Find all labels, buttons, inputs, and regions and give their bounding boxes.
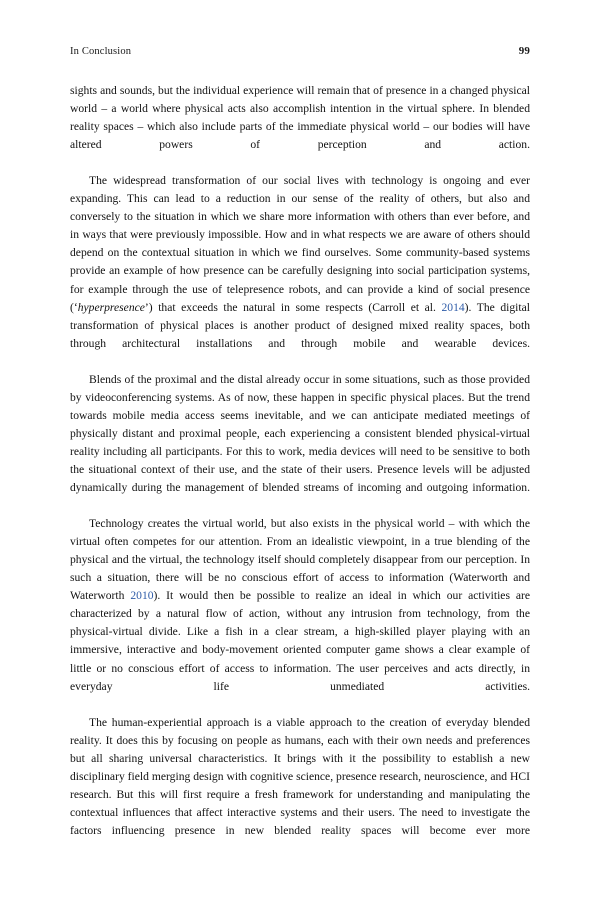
running-head bbox=[70, 45, 530, 61]
page-number: 99 bbox=[518, 45, 530, 57]
emphasized-term: hyperpresence bbox=[77, 300, 145, 314]
text-run: ). The digital transformation of physical places is another product of designed mixed reality spaces, both through architectural installations and through mobile and wearable devices. bbox=[70, 300, 530, 350]
body-paragraph bbox=[70, 172, 530, 371]
running-head-chapter-title: In Conclusion bbox=[70, 46, 132, 57]
text-run: Blends of the proximal and the distal already occur in some situations, such as those provided by videoconferencing systems. As of now, these happen in specific physical places. But the trend towards mobile media access seems inevitable, and we can anticipate mediated meetings of physically distant and proximal people, each experiencing a consistent blended physical-virtual reality including all participants. For this to work, media devices will need to be sensitive to both the situational context of their use, and the state of their users. Presence levels will be adjusted dynamically during the management of blended streams of incoming and outgoing information. bbox=[70, 372, 530, 495]
text-run: Technology creates the virtual world, but also exists in the physical world – with which the virtual often competes for our attention. From an idealistic viewpoint, in a true blending of the physical and the virtual, the technology itself should completely disappear from our perception. In such a situation, there will be no conscious effort of access to information (Waterworth and Waterworth bbox=[70, 517, 530, 603]
body-paragraph bbox=[70, 371, 530, 515]
citation-link[interactable]: 2014 bbox=[441, 300, 465, 314]
text-run: ’) that exceeds the natural in some respects (Carroll et al. bbox=[144, 300, 442, 314]
text-run: The widespread transformation of our social lives with technology is ongoing and ever expanding. This can lead to a reduction in our sense of the reality of others, but also and conversely to the situation in which we share more information with others than ever before, and in ways that were previously impossible. How and in what respects we are aware of others should depend on the contextual situation in which we find ourselves. Some community-based systems provide an example of how presence can be carefully designing into social participation systems, for example through the use of telepresence robots, and can provide a kind of social presence (‘ bbox=[70, 174, 530, 314]
text-run: The human-experiential approach is a viable approach to the creation of everyday blended reality. It does this by focusing on people as humans, each with their own needs and preferences but all sharing universal characteristics. It brings with it the possibility to establish a new disciplinary field merging design with cognitive science, presence research, neuroscience, and HCI research. But this will first require a fresh framework for understanding and manipulating the contextual influences that affect interactive systems and their users. The need to investigate the factors influencing presence in new blended reality spaces will become ever more bbox=[70, 715, 530, 837]
text-run: sights and sounds, but the individual experience will remain that of presence in a changed physical world – a world where physical acts also accomplish intention in the virtual sphere. In blended reality spaces – which also include parts of the immediate physical world – our bodies will have altered powers of perception and action. bbox=[70, 84, 530, 152]
body-paragraph bbox=[70, 714, 530, 858]
citation-link[interactable]: 2010 bbox=[130, 589, 154, 603]
body-paragraph bbox=[70, 82, 530, 172]
body-text-column bbox=[70, 82, 530, 858]
body-paragraph bbox=[70, 515, 530, 714]
text-run: ). It would then be possible to realize an ideal in which our activities are characterized by a natural flow of action, without any intrusion from technology, from the physical-virtual divide. Like a fish in a clear stream, a high-skilled player playing with an immersive, interactive and body-movement oriented computer game shows a clear example of little or no conscious effort of access to information. The user perceives and acts directly, in everyday life unmediated activities. bbox=[70, 589, 530, 693]
